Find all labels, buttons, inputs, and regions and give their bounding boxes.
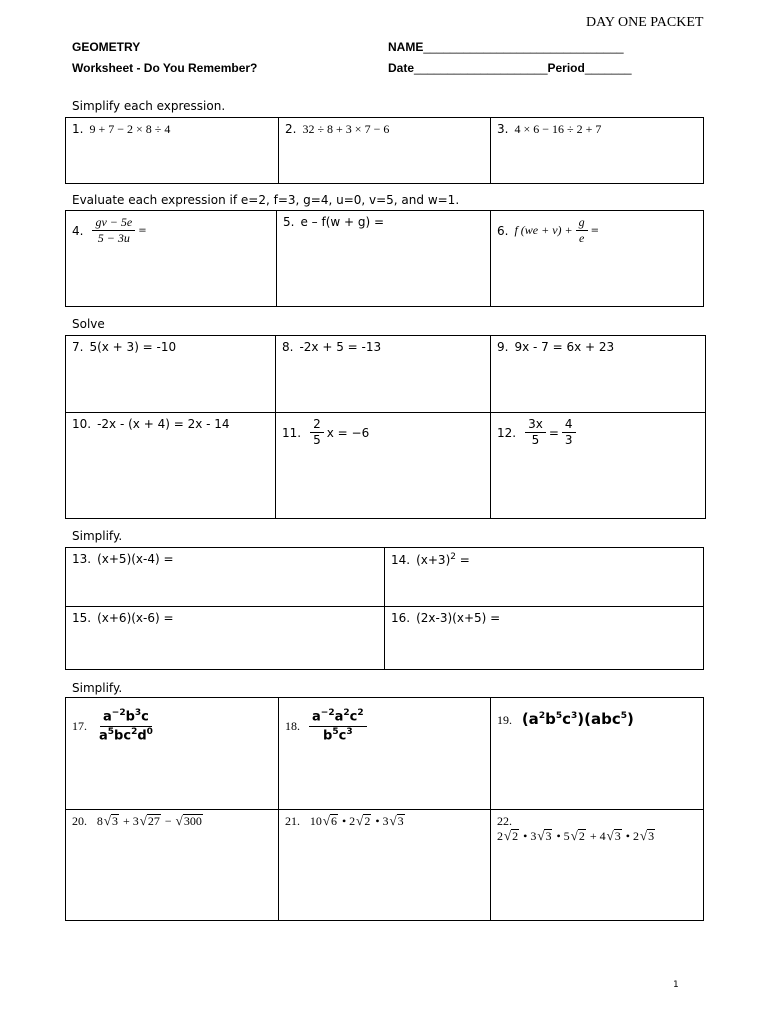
problem-6-fraction: $\frac{g}{e}$ [576,215,588,246]
table-simplify-each [65,117,704,184]
problem-9-expr: 9x - 7 = 6x + 23 [514,340,615,354]
section-solve: Solve [72,317,105,331]
problem-10[interactable]: 10. -2x - (x + 4) = 2x - 14 [66,413,276,519]
problem-20[interactable]: 20. 8 √ 3 + 3 √ 27 − √ 300 [66,810,279,921]
problem-2-expr: 32 ÷ 8 + 3 × 7 − 6 [302,122,390,136]
period-label: Period [547,61,585,75]
page-number: 1 [673,980,679,990]
problem-7[interactable]: 7. 5(x + 3) = -10 [66,336,276,413]
problem-18[interactable]: 18. $\frac{a^{-2}a^2c^2}{b^5c^3}$ [279,698,491,810]
name-label: NAME [388,40,424,54]
problem-11-tail: x = −6 [326,425,370,440]
problem-4[interactable]: 4. $\frac{gv - 5e}{5 - 3u}$ = [66,211,277,307]
date-period-field[interactable] [388,61,632,75]
course-title: GEOMETRY [72,40,141,54]
date-blank: ____________________ [414,61,548,75]
problem-6-lead: f (we + v) + [514,223,573,237]
table-simplify-exponents [65,697,704,921]
section-simplify-polynomials: Simplify. [72,529,123,543]
problem-3-expr: 4 × 6 − 16 ÷ 2 + 7 [514,122,602,136]
packet-label: DAY ONE PACKET [586,15,704,30]
problem-11-fraction: $\frac{2}{5}$ [310,417,324,448]
problem-20-expr: 8 √ 3 + 3 √ 27 − √ 300 [96,813,202,828]
problem-19-expr: $(a^2b^5c^3)(abc^5)$ [521,710,634,728]
problem-22-expr: 2 √ 2 • 3 √ 3 • 5 √ 2 + 4 √ 3 • 2 √ 3 [497,828,655,843]
problem-15[interactable]: 15. (x+6)(x-6) = [66,607,385,670]
problem-10-expr: -2x - (x + 4) = 2x - 14 [97,417,230,431]
problem-14-exponent: 2 [450,552,456,562]
problem-2[interactable]: 2. 32 ÷ 8 + 3 × 7 − 6 [279,118,491,184]
problem-5[interactable]: 5. e – f(w + g) = [277,211,491,307]
period-blank: _______ [584,61,632,75]
section-evaluate: Evaluate each expression if e=2, f=3, g=4, u=0, v=5, and w=1. [72,193,460,207]
table-simplify-polynomials [65,547,704,670]
problem-5-expr: e – f(w + g) = [300,215,385,229]
problem-15-expr: (x+6)(x-6) = [97,611,174,625]
problem-16[interactable]: 16. (2x-3)(x+5) = [385,607,704,670]
worksheet-title: Worksheet - Do You Remember? [72,61,258,75]
table-solve [65,335,706,519]
problem-1[interactable]: 1. 9 + 7 − 2 × 8 ÷ 4 [66,118,279,184]
problem-21-expr: 10 √ 6 • 2 √ 2 • 3 √ 3 [309,813,404,828]
problem-3[interactable]: 3. 4 × 6 − 16 ÷ 2 + 7 [491,118,704,184]
problem-12-right-fraction: $\frac{4}{3}$ [562,417,576,448]
section-simplify-each: Simplify each expression. [72,99,226,113]
problem-13[interactable]: 13. (x+5)(x-4) = [66,548,385,607]
table-evaluate [65,210,704,307]
problem-17-fraction: $\frac{a^{-2}b^3c}{a^5bc^2d^0}$ [99,708,153,743]
problem-14-base: (x+3) [416,553,451,567]
problem-18-fraction: $\frac{a^{-2}a^2c^2}{b^5c^3}$ [309,708,367,744]
problem-14[interactable]: 14. $(x+3)^2$ = [385,548,704,607]
problem-7-expr: 5(x + 3) = -10 [89,340,177,354]
name-blank: ______________________________ [423,40,624,54]
problem-13-expr: (x+5)(x-4) = [97,552,174,566]
section-simplify-exponents: Simplify. [72,681,123,695]
date-label: Date [388,61,415,75]
problem-1-expr: 9 + 7 − 2 × 8 ÷ 4 [89,122,171,136]
problem-16-expr: (2x-3)(x+5) = [416,611,501,625]
problem-9[interactable]: 9. 9x - 7 = 6x + 23 [491,336,706,413]
problem-6[interactable]: 6. f (we + v) + $\frac{g}{e}$ = [491,211,704,307]
problem-11[interactable]: 11. $\frac{2}{5}$ x = −6 [276,413,491,519]
problem-12[interactable]: 12. $\frac{3x}{5}$ = $\frac{4}{3}$ [491,413,706,519]
problem-22[interactable] [491,810,704,921]
problem-19[interactable]: 19. $(a^2b^5c^3)(abc^5)$ [491,698,704,810]
name-field[interactable] [388,40,624,54]
problem-8-expr: -2x + 5 = -13 [299,340,382,354]
problem-12-left-fraction: $\frac{3x}{5}$ [525,417,546,448]
problem-17[interactable]: 17. $\frac{a^{-2}b^3c}{a^5bc^2d^0}$ [66,698,279,810]
problem-4-fraction: $\frac{gv - 5e}{5 - 3u}$ [92,215,135,246]
problem-8[interactable]: 8. -2x + 5 = -13 [276,336,491,413]
problem-21[interactable]: 21. 10 √ 6 • 2 √ 2 • 3 √ 3 [279,810,491,921]
problem-22-number: 22. [497,814,512,828]
